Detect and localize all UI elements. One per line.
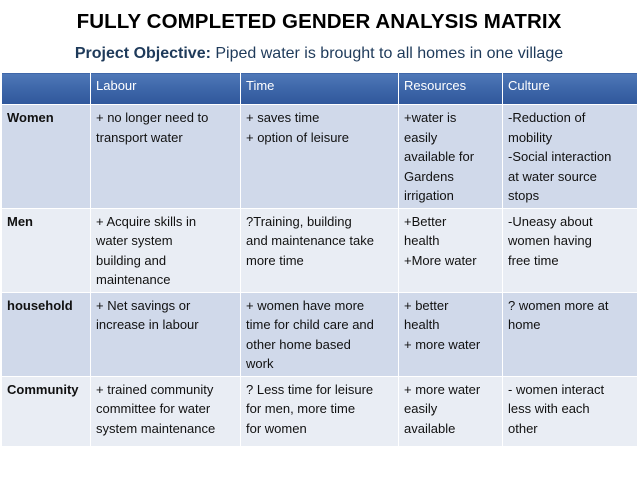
table-row bbox=[2, 376, 638, 446]
cell-line: for men, more time bbox=[246, 401, 356, 416]
header-cell-time: Time bbox=[241, 73, 399, 105]
cell-line: transport water bbox=[96, 129, 183, 145]
cell-line: + more water bbox=[404, 381, 481, 397]
table-cell bbox=[399, 105, 503, 209]
cell-line: -Reduction of bbox=[508, 110, 586, 125]
cell-line: + option of leisure bbox=[246, 129, 349, 145]
cell-line: + trained community bbox=[96, 381, 214, 397]
cell-line: other bbox=[508, 420, 538, 436]
cell-line: ?Training, building bbox=[246, 213, 352, 229]
project-objective bbox=[0, 45, 638, 63]
table-cell bbox=[503, 208, 638, 292]
cell-line: other home based bbox=[246, 336, 351, 352]
cell-line: and maintenance take bbox=[246, 233, 374, 248]
cell-line: maintenance bbox=[96, 272, 171, 287]
table-cell bbox=[241, 208, 399, 292]
cell-line: Gardens bbox=[404, 168, 454, 184]
header-cell-corner bbox=[2, 73, 91, 105]
table-cell bbox=[91, 292, 241, 376]
table-row bbox=[2, 292, 638, 376]
cell-line: + no longer need to bbox=[96, 110, 209, 125]
matrix-body bbox=[2, 105, 638, 447]
cell-line: available for bbox=[404, 149, 475, 164]
cell-line: increase in labour bbox=[96, 317, 199, 332]
table-cell bbox=[503, 105, 638, 209]
header-cell-culture: Culture bbox=[503, 73, 638, 105]
table-row bbox=[2, 208, 638, 292]
cell-line: ? Less time for leisure bbox=[246, 381, 374, 397]
cell-line: + better bbox=[404, 297, 449, 313]
cell-line: women having bbox=[508, 233, 592, 248]
header-cell-resources: Resources bbox=[399, 73, 503, 105]
cell-line: water system bbox=[96, 233, 173, 248]
table-cell bbox=[503, 376, 638, 446]
cell-line: home bbox=[508, 317, 541, 332]
table-cell bbox=[241, 376, 399, 446]
cell-line: +More water bbox=[404, 252, 477, 268]
cell-line: +Better bbox=[404, 213, 447, 229]
project-objective-label: Project Objective: bbox=[74, 45, 211, 62]
table-cell bbox=[399, 376, 503, 446]
project-objective-text: Piped water is brought to all homes in one village bbox=[210, 45, 564, 62]
row-label: Community bbox=[2, 376, 91, 446]
cell-line: - women interact bbox=[508, 381, 605, 397]
gender-analysis-matrix bbox=[1, 72, 638, 447]
page-title: FULLY COMPLETED GENDER ANALYSIS MATRIX bbox=[76, 10, 562, 33]
row-label: Women bbox=[2, 105, 91, 209]
cell-line: +water is bbox=[404, 110, 457, 125]
header-cell-labour: Labour bbox=[91, 73, 241, 105]
cell-line: easily bbox=[404, 129, 438, 145]
table-cell bbox=[241, 292, 399, 376]
cell-line: time for child care and bbox=[246, 317, 374, 332]
row-label: household bbox=[2, 292, 91, 376]
cell-line: free time bbox=[508, 252, 559, 268]
table-cell bbox=[241, 105, 399, 209]
cell-line: easily bbox=[404, 401, 438, 416]
cell-line: building and bbox=[96, 252, 167, 268]
cell-line: stops bbox=[508, 188, 540, 203]
cell-line: available bbox=[404, 420, 456, 436]
table-cell bbox=[399, 208, 503, 292]
row-label: Men bbox=[2, 208, 91, 292]
cell-line: ? women more at bbox=[508, 297, 609, 313]
cell-line: less with each bbox=[508, 401, 590, 416]
cell-line: + saves time bbox=[246, 110, 320, 125]
cell-line: + Net savings or bbox=[96, 297, 191, 313]
table-cell bbox=[503, 292, 638, 376]
table-cell bbox=[91, 105, 241, 209]
cell-line: system maintenance bbox=[96, 420, 216, 436]
cell-line: + women have more bbox=[246, 297, 365, 313]
cell-line: more time bbox=[246, 252, 304, 268]
cell-line: -Social interaction bbox=[508, 149, 612, 164]
cell-line: mobility bbox=[508, 129, 553, 145]
cell-line: for women bbox=[246, 420, 307, 436]
cell-line: + more water bbox=[404, 336, 481, 352]
table-cell bbox=[399, 292, 503, 376]
cell-line: irrigation bbox=[404, 188, 454, 203]
cell-line: health bbox=[404, 317, 440, 332]
table-row bbox=[2, 105, 638, 209]
header-row bbox=[2, 73, 638, 105]
cell-line: at water source bbox=[508, 168, 597, 184]
cell-line: health bbox=[404, 233, 440, 248]
cell-line: committee for water bbox=[96, 401, 211, 416]
cell-line: + Acquire skills in bbox=[96, 213, 197, 229]
cell-line: -Uneasy about bbox=[508, 213, 593, 229]
cell-line: work bbox=[246, 356, 274, 371]
table-cell bbox=[91, 376, 241, 446]
table-cell bbox=[91, 208, 241, 292]
